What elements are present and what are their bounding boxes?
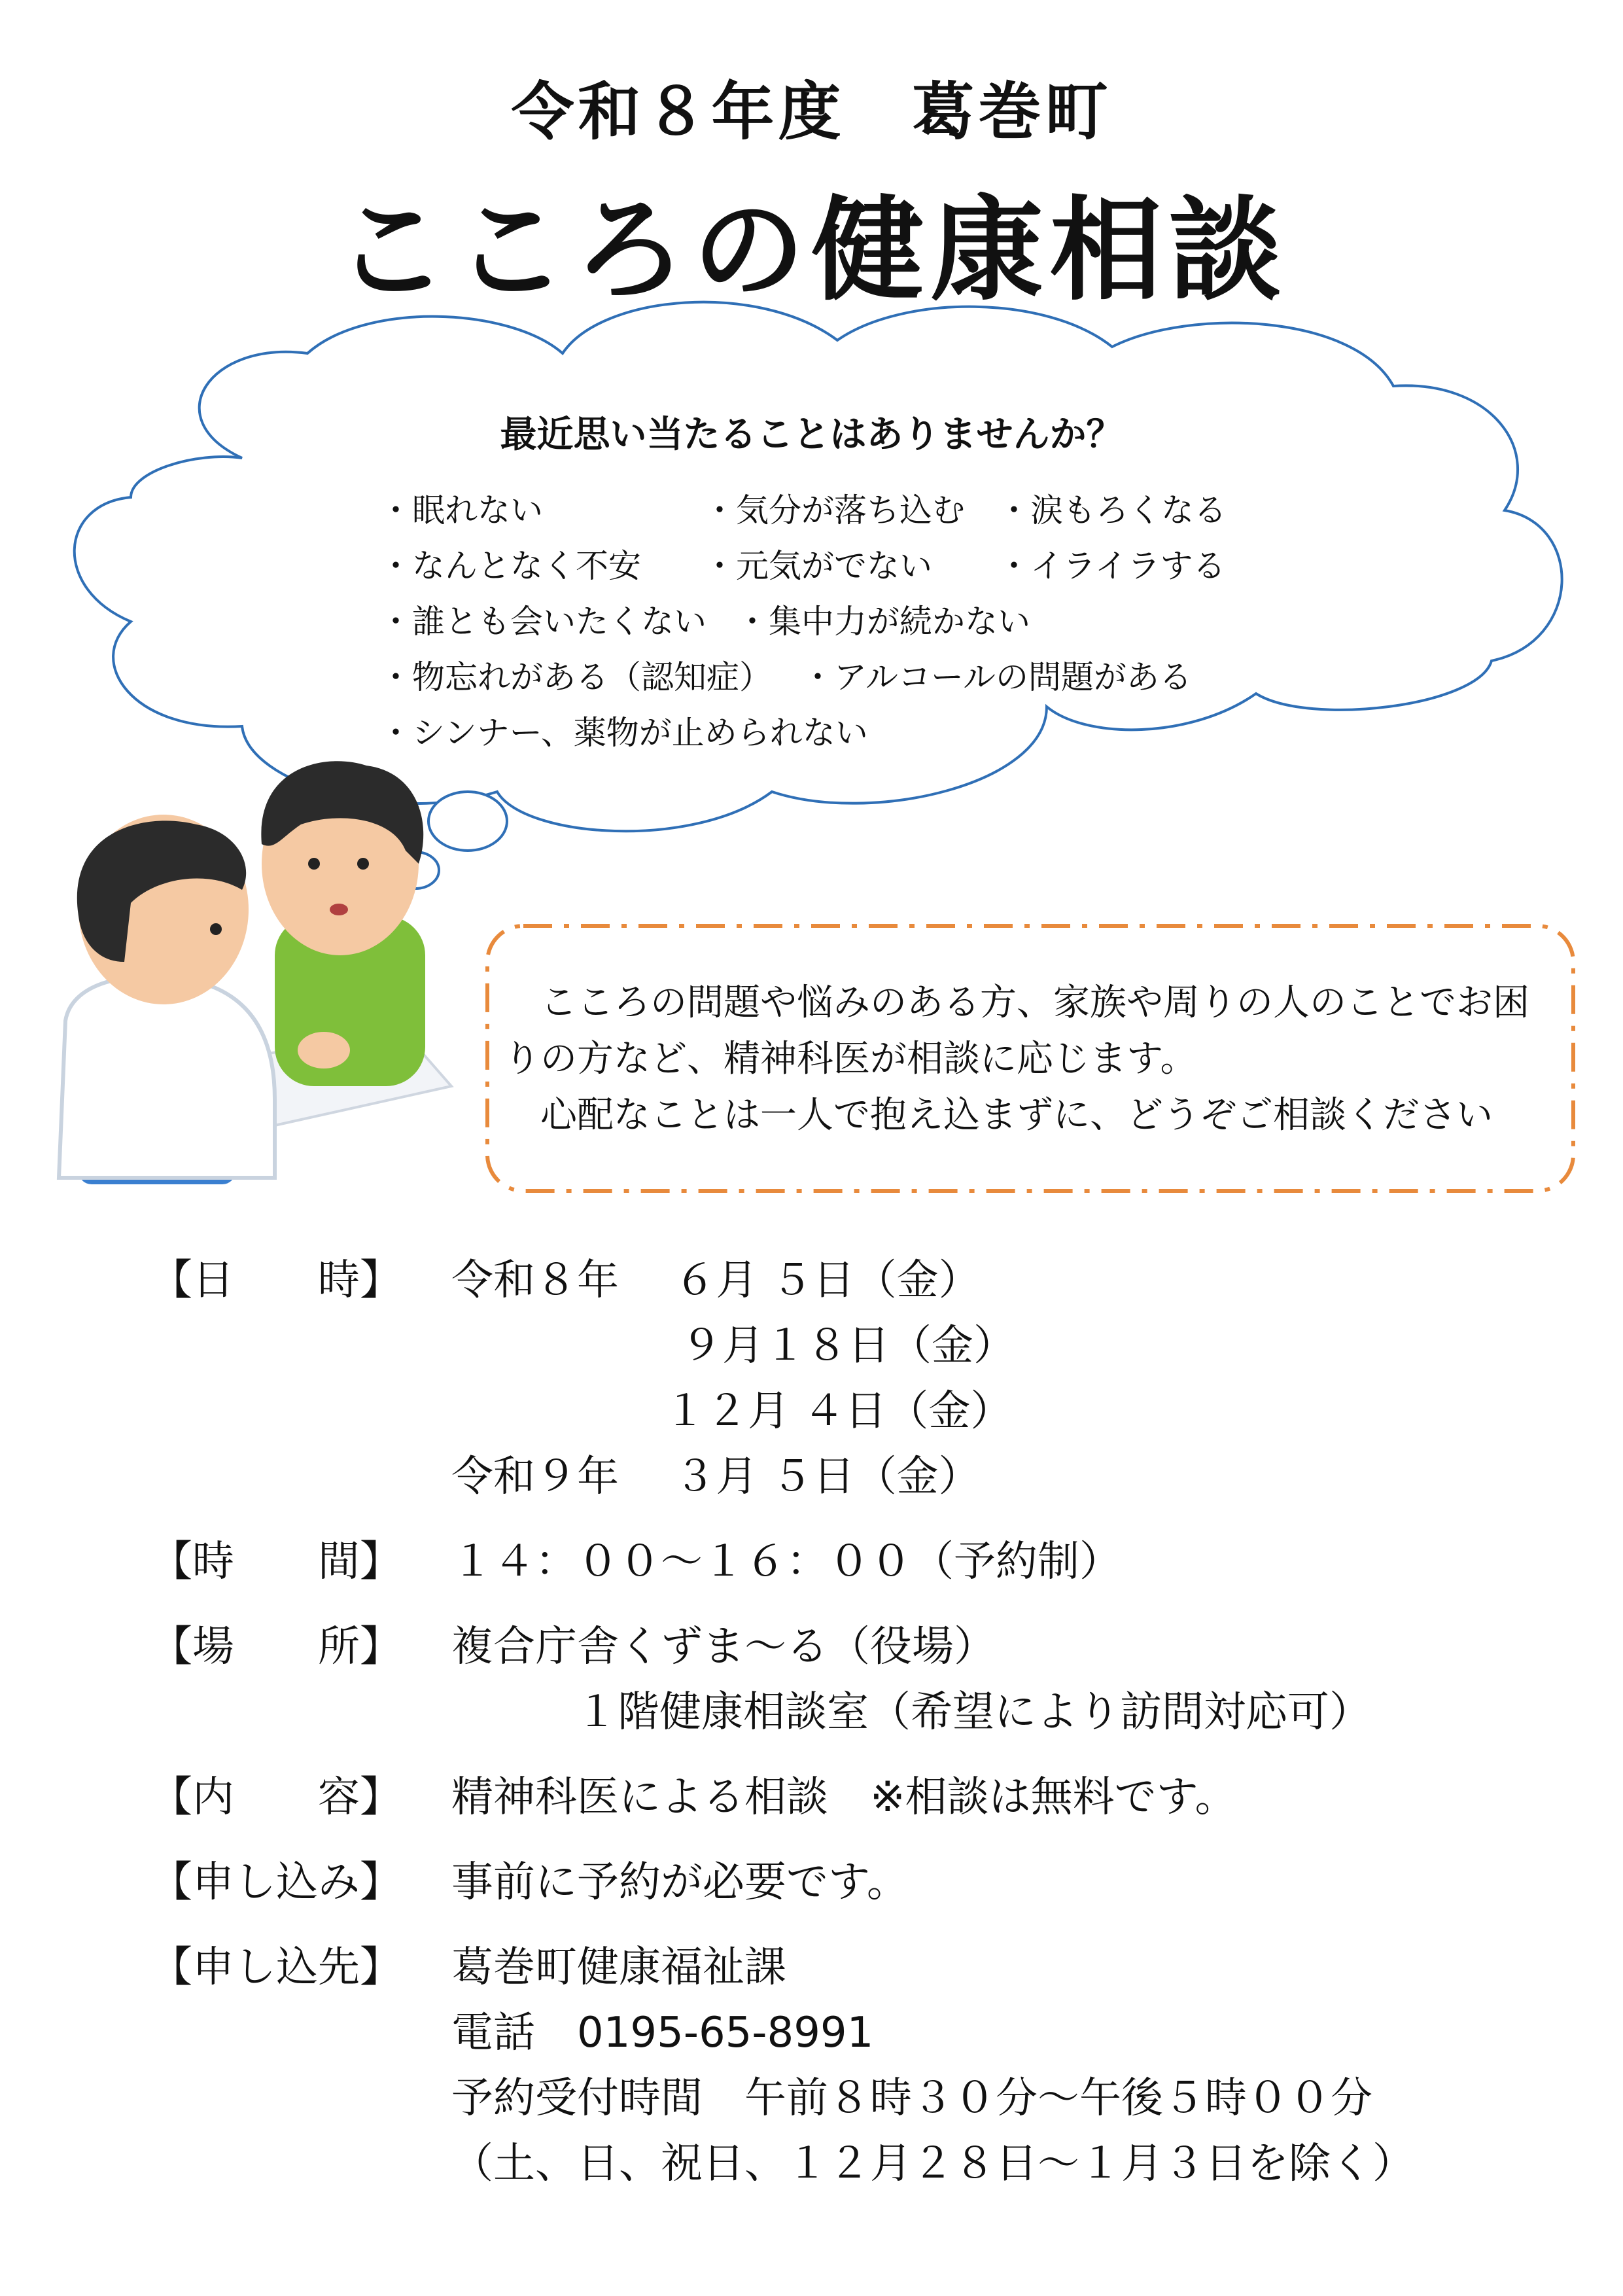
apply-value: 事前に予約が必要です。 xyxy=(451,1858,909,1907)
content-value: 精神科医による相談 ※相談は無料です。 xyxy=(451,1773,1237,1822)
date-label: 【日 時】 xyxy=(150,1256,402,1305)
date-value: 令和９年 ３月 ５日（金） xyxy=(451,1453,981,1501)
contact-hours: 予約受付時間 午前８時３０分～午後５時００分 xyxy=(451,2074,1372,2123)
place-detail: １階健康相談室（希望により訪問対応可） xyxy=(576,1688,1371,1737)
symptom-item: ・気分が落ち込む xyxy=(703,491,965,529)
symptom-item: ・アルコールの問題がある xyxy=(801,658,1192,696)
contact-org: 葛巻町健康福祉課 xyxy=(451,1943,786,1992)
symptom-item: ・誰とも会いたくない xyxy=(379,603,707,641)
time-value: １４：００～１６：００（予約制） xyxy=(451,1538,1121,1586)
symptom-item: ・集中力が続かない xyxy=(736,603,1030,641)
apply-label: 【申し込み】 xyxy=(150,1858,402,1907)
contact-note: （土、日、祝日、１２月２８日～１月３日を除く） xyxy=(451,2140,1414,2188)
message-line: こころの問題や悩みのある方、家族や周りの人のことでお困りの方など、精神科医が相談に応じます。 xyxy=(504,981,1529,1080)
place-value: 複合庁舎くずま～る（役場） xyxy=(451,1623,996,1671)
message-box xyxy=(504,975,1563,1144)
time-label: 【時 間】 xyxy=(150,1538,402,1586)
message-line: 心配なことは一人で抱え込まずに、どうぞご相談ください xyxy=(540,1094,1493,1137)
date-value: ９月１８日（金） xyxy=(680,1322,1015,1370)
symptom-item: ・眠れない xyxy=(379,491,543,529)
symptom-item: ・元気がでない xyxy=(703,547,932,585)
date-value: 令和８年 ６月 ５日（金） xyxy=(451,1256,981,1305)
symptom-item: ・シンナー、薬物が止められない xyxy=(379,714,868,752)
symptom-item: ・物忘れがある（認知症） xyxy=(379,658,772,696)
symptom-item: ・なんとなく不安 xyxy=(379,547,641,585)
symptom-item: ・イライラする xyxy=(998,547,1226,585)
cloud-question: 最近思い当たることはありませんか？ xyxy=(500,414,1123,456)
subtitle: 令和８年度 葛巻町 xyxy=(511,75,1112,149)
place-label: 【場 所】 xyxy=(150,1623,402,1671)
consultation-illustration xyxy=(59,761,451,1184)
contact-phone: 電話 0195-65-8991 xyxy=(451,2009,874,2057)
contact-label: 【申し込先】 xyxy=(150,1943,402,1992)
main-title: こころの健康相談 xyxy=(335,185,1288,316)
symptom-item: ・涙もろくなる xyxy=(998,491,1227,529)
content-label: 【内 容】 xyxy=(150,1773,402,1822)
date-value: １２月 ４日（金） xyxy=(664,1387,1013,1436)
